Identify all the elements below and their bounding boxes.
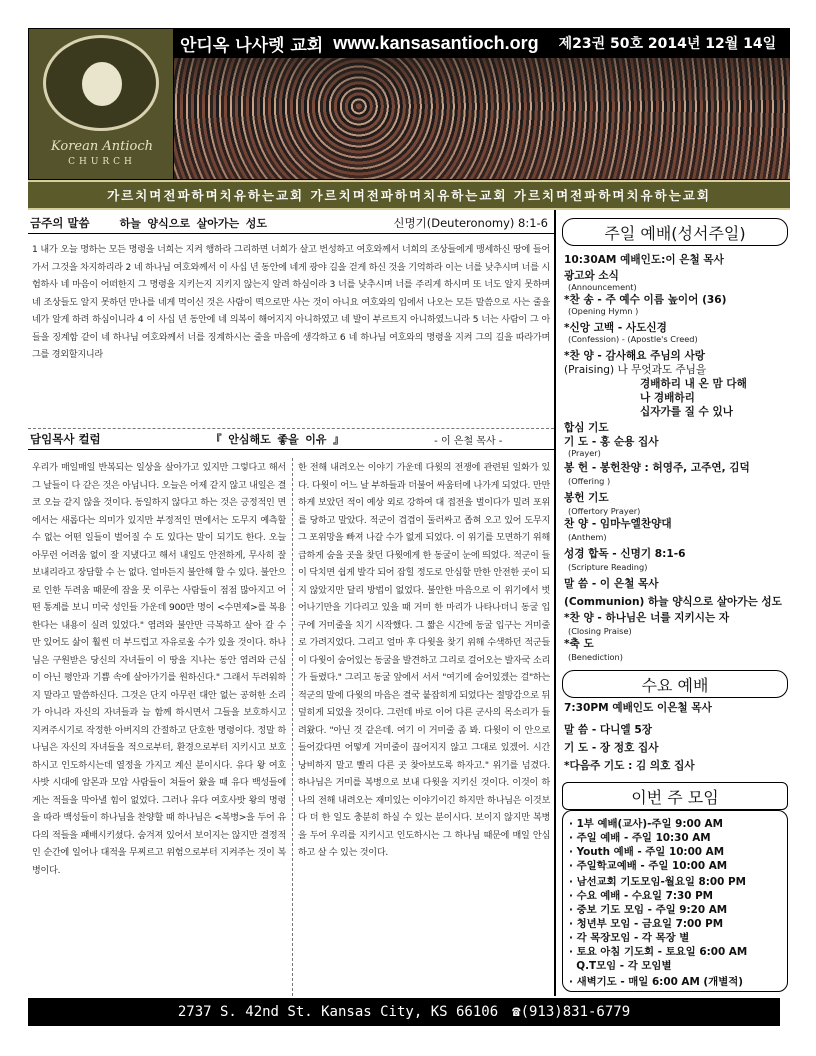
sunday-item: *축 도 — [564, 638, 594, 650]
column-author: - 이 은철 목사 - — [434, 435, 503, 447]
gathering-item: · 1부 예배(교사)-주일 9:00 AM — [569, 818, 723, 830]
sunday-item: 합심 기도 — [564, 422, 609, 434]
sunday-item: 봉헌 기도 — [564, 492, 609, 504]
gatherings-title: 이번 주 모임 — [562, 782, 788, 810]
wednesday-worship-title: 수요 예배 — [562, 670, 788, 698]
sunday-item-en: (Prayer) — [568, 448, 601, 458]
weekly-word-body: 1 내가 오늘 명하는 모든 명령을 너희는 지켜 행하라 그리하면 너희가 살고 번성하고 여호와께서 너희의 조상들에게 맹세하신 땅에 들어가서 그것을 차지하리라 2 네 하나님 여호와께서 이 사십 년 동안에 네게 광야 길을 걷게 하신 것을 기억하라 이는 너를 낮추시며 너를 시험하사 네 마음이 어떠한지 그 명령을 지키는지 지키지 않는지 알려 하심이라 3 너를 낮추시며 너를 주리게 하시며 또 너도 알지 못하며 네 조상들도 알지 못하던 만나를 네게 먹이신 것은 사람이 떡으로만 사는 것이 아니요 여호와의 입에서 나오는 모든 말씀으로 사는 줄을 네가 알게 하려 하심이니라 4 이 사십 년 동안에 네 의복이 해어지지 아니하였고 네 발이 부르트지 아니하였느니라 5 너는 사람이 그 아들을 징계함 같이 네 하나님 여호와께서 너를 징계하시는 줄을 마음에 생각하고 6 네 하나님 여호와의 명령을 지켜 그의 길을 따라가며 그를 경외할지니라 — [32, 245, 550, 360]
sunday-item: *찬 양 - 하나님은 너를 지키시는 자 — [564, 612, 730, 624]
sunday-item: 봉 헌 - 봉헌찬양 : 허영주, 고주연, 김덕 — [564, 462, 750, 474]
weekly-word-reference: 신명기(Deuteronomy) 8:1-6 — [393, 215, 548, 230]
sunday-item: 10:30AM 예배인도:이 은철 목사 — [564, 254, 724, 266]
gathering-item: · 중보 기도 모임 - 주일 9:20 AM — [569, 904, 728, 916]
sunday-worship-title: 주일 예배(성서주일) — [562, 218, 788, 246]
sunday-item: 십자가를 질 수 있나 — [640, 406, 733, 418]
sunday-item: 찬 양 - 임마누엘찬양대 — [564, 518, 672, 530]
sunday-item-en: (Opening Hymn ) — [568, 306, 639, 316]
sunday-item: *찬 양 - 감사해요 주님의 사랑 — [564, 350, 705, 362]
footer-phone[interactable]: ☎(913)831-6779 — [512, 1004, 631, 1020]
sunday-item: *찬 송 - 주 예수 이름 높이어 (36) — [564, 294, 727, 306]
masthead — [180, 30, 780, 56]
column-divider — [292, 458, 293, 996]
right-column — [554, 210, 790, 996]
church-name: 안디옥 나사렛 교회 — [180, 35, 324, 56]
column-header — [28, 428, 554, 450]
sunday-item: (Praising) 나 무엇과도 주님을 — [564, 364, 707, 376]
gathering-item: · 주일학교예배 - 주일 10:00 AM — [569, 860, 728, 872]
sunday-item-en: (Confession) - (Apostle's Creed) — [568, 334, 698, 344]
congregation-photo — [174, 58, 790, 180]
sunday-item: 말 씀 - 이 은철 목사 — [564, 578, 659, 590]
sunday-item: 광고와 소식 — [564, 270, 619, 282]
wednesday-item: 7:30PM 예배인도 이은철 목사 — [564, 702, 712, 714]
footer-address: 2737 S. 42nd St. Kansas City, KS 66106 — [177, 1004, 499, 1020]
website-link[interactable]: www.kansasantioch.org — [333, 32, 539, 53]
weekly-word-header — [28, 212, 554, 234]
gathering-item: · 수요 예배 - 수요일 7:30 PM — [569, 890, 714, 902]
sunday-item-en: (Scripture Reading) — [568, 562, 648, 572]
sunday-item: *신앙 고백 - 사도신경 — [564, 322, 667, 334]
sunday-item: 나 경배하리 — [640, 392, 695, 404]
sunday-item: 기 도 - 홍 순용 집사 — [564, 436, 659, 448]
left-column — [28, 210, 554, 996]
sunday-item: 성경 합독 - 신명기 8:1-6 — [564, 548, 686, 560]
logo-name: Korean Antioch — [51, 139, 153, 154]
footer-bar — [28, 998, 780, 1026]
issue-info: 제23권 50호 2014년 12월 14일 — [558, 36, 777, 52]
sunday-item-en: (Closing Praise) — [568, 626, 632, 636]
column-label: 담임목사 컬럼 — [30, 432, 101, 446]
sunday-item-en: (Anthem) — [568, 532, 607, 542]
gathering-item: · 주일 예배 - 주일 10:30 AM — [569, 832, 711, 844]
logo-sub: CHURCH — [68, 157, 136, 167]
sunday-item: (Communion) 하늘 양식으로 살아가는 성도 — [564, 596, 782, 608]
gathering-item: · 남선교회 기도모임-월요일 8:00 PM — [569, 876, 746, 888]
gathering-item: · 청년부 모임 - 금요일 7:00 PM — [569, 918, 724, 930]
sunday-item-en: (Announcement) — [568, 282, 637, 292]
weekly-word-label: 금주의 말씀 — [30, 215, 90, 230]
mission-band: 가르치며전파하며치유하는교회 가르치며전파하며치유하는교회 가르치며전파하며치유하는교회 — [28, 180, 790, 210]
gathering-item: · 각 목장모임 - 각 목장 별 — [569, 932, 690, 944]
column-text-right: 한 전해 내려오는 이야기 가운데 다윗의 전쟁에 관련된 일화가 있다. 다윗이 어느 날 부하들과 더불어 싸움터에 나가게 되었다. 만만하게 보았던 적이 예상 외로 강하여 대 접전을 벌이다가 밀려 포위를 당하고 말았다. 적군이 겹겹이 둘러싸고 좁혀 오고 있어 도무지 그 포위망을 빠져 나갈 수가 없게 되었다. 이 위기를 모면하기 위해 급하게 숨을 곳을 찾던 다윗에게 한 동굴이 눈에 띄었다. 적군이 들이 닥치면 쉽게 발각 되어 잡힐 정도로 안심할 만한 안전한 곳이 되지 않았지만 달리 방법이 없었다. 불안한 마음으로 이 위기에서 벗어나기만을 기다리고 있을 때 거미 한 마리가 나타나더니 동굴 입구에 거미줄을 치기 시작했다. 그 짧은 시간에 동굴 입구는 거미줄로 가려지었다. 그리고 얼마 후 다윗을 찾기 위해 수색하던 적군들이 다윗이 숨어있는 동굴을 발견하고 그리로 걸어오는 발자국 소리가 들렸다." 그리고 동굴 앞에서 서서 "여기에 숨어있겠는 걸"하는 적군의 말에 다윗의 마음은 결국 붙잡히게 되었다는 절망감으로 뒤 덮히게 되었을 것이다. 그런데 바로 이어 다른 군사의 목소리가 들려왔다. "아닌 것 같은데. 여기 이 거미줄 좀 봐. 다윗이 이 안으로 들어갔다면 어떻게 거미줄이 끊어지지 않고 그대로 있겠어. 시간 낭비하지 말고 빨리 다른 곳 찾아보도록 하자고." 위기를 넘겼다. 하나님은 거미를 복병으로 보내 다윗을 지키신 것이다. 이것이 하나의 전해 내려오는 재미있는 이야기이긴 하지만 하나님은 이것보다 더 한 일도 충분히 하실 수 있는 분이시다. 보이지 않지만 복병을 두어 우리를 지키시고 인도하시는 그 하나님 때문에 매일 안심하고 살 수 있는 것이다. — [298, 463, 550, 858]
column-text-left: 우리가 매일매일 반복되는 일상을 살아가고 있지만 그렇다고 해서 그 날들이 다 같은 것은 아닙니다. 오늘은 어제 같지 않고 내일은 결코 오늘 같지 않을 것이다. 동일하지 않다고 하는 것은 긍정적인 면에서는 새롭다는 의미가 있지만 부정적인 면에서는 도무지 예측할 수 없는 어떤 일들이 벌어질 수 도 있다는 말이 되기도 한다. 오늘 아무런 어려움 없이 잘 지냈다고 해서 내일도 안전하게, 무사히 잘 보내리라고 장담할 수 는 없다. 얼마든지 불안해 할 수 있다. 불안으로 인한 두려움 때문에 잠을 못 이루는 사람들이 점점 많아지고 어떤 통계를 보니 미국 성인들 가운데 900만 명이 <수면제>를 복용한다는 내용이 실려 있었다." 염려와 불안만 극복하고 살아 갈 수 만 있어도 삶이 훨씬 더 부드럽고 자유로울 수가 있을 것이다. 하나님은 구원받은 당신의 자녀들이 이 땅을 지나는 동안 염려와 근심이 아닌 평안과 기쁨 속에 살아가기를 원하신다." 그래서 두려워하지 말라고 말씀하신다. 그것은 단지 아무런 대안 없는 공허한 소리가 아니라 자신의 자녀들과 늘 함께 하시면서 그들을 보호하시고 지켜주시기로 작정한 아버지의 간절하고 단호한 명령이다. 정말 하나님은 자신의 자녀들을 적으로부터, 환경으로부터 지키시고 보호하시고 인도하시는데 열정을 가지고 계신 분이시다. 유다 왕 여호사밧 시대에 암몬과 모압 사람들이 쳐들어 왔을 때 유다 백성들에게는 적들을 막아낼 힘이 없었다. 그러나 유다 여호사밧 왕의 명령을 따라 백성들이 하나님을 찬양할 때 하나님은 <복병>을 두어 유다의 적들을 패배시키셨다. 숨겨져 있어서 보이지는 않지만 결정적인 순간에 일어나 대적을 무찌르고 위험으로부터 지켜주는 것이 복병이다. — [32, 463, 286, 876]
gathering-item: · Youth 예배 - 주일 10:00 AM — [569, 846, 725, 858]
weekly-word-title: 하늘 양식으로 살아가는 성도 — [119, 216, 267, 230]
column-title: 『 안심해도 좋을 이유 』 — [210, 433, 345, 446]
church-logo — [28, 28, 174, 180]
wednesday-item: 기 도 - 장 정호 집사 — [564, 742, 659, 754]
wednesday-item: 말 씀 - 다니엘 5장 — [564, 724, 652, 736]
sunday-item-en: (Benediction) — [568, 652, 623, 662]
gathering-item: · 토요 아침 기도회 - 토요일 6:00 AM — [569, 946, 748, 958]
wednesday-item: *다음주 기도 : 김 의호 집사 — [564, 760, 695, 772]
gathering-item: · 새벽기도 - 매일 6:00 AM (개별적) — [569, 976, 744, 988]
nazarene-seal-icon — [43, 35, 159, 131]
gathering-item: Q.T모임 - 각 모임별 — [569, 960, 672, 972]
sunday-item-en: (Offering ) — [568, 476, 611, 486]
gatherings-box — [562, 810, 788, 992]
sunday-item-en: (Offertory Prayer) — [568, 506, 641, 516]
sunday-item: 경배하리 내 온 맘 다해 — [640, 378, 747, 390]
